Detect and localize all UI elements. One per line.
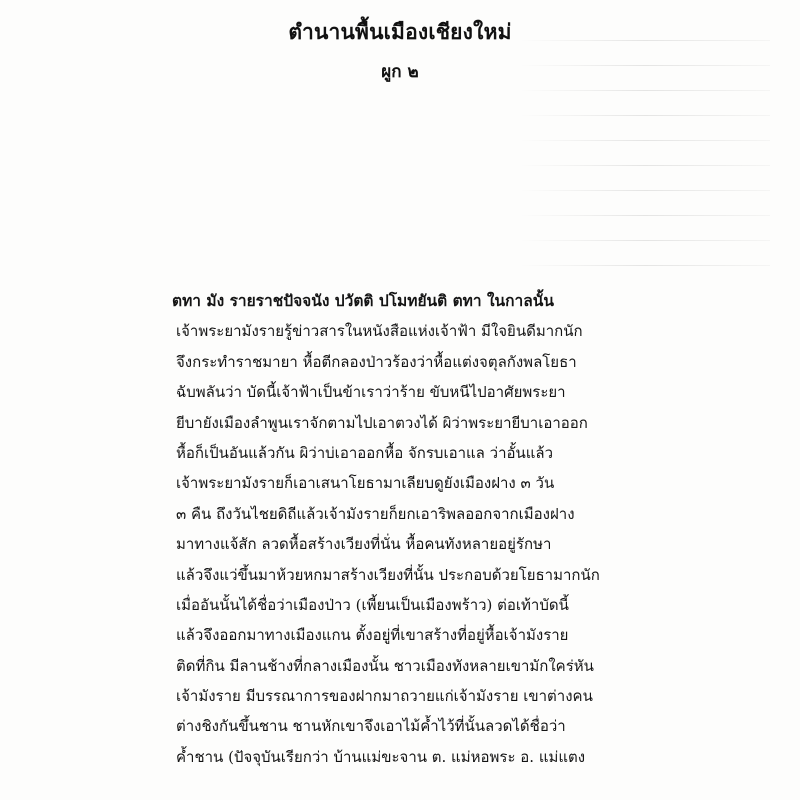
text-line: ต่างชิงกันขึ้นชาน ชานหักเขาจึงเอาไม้ค้ำไว้ที่นั้นลวดได้ชื่อว่า <box>176 717 566 736</box>
page-title: ตำนานพื้นเมืองเชียงใหม่ <box>288 20 512 44</box>
text-line: เจ้าพระยามังรายรู้ข่าวสารในหนังสือแห่งเจ้าฟ้า มีใจยินดีมากนัก <box>176 322 583 341</box>
text-line: ติดที่กิน มีลานช้างที่กลางเมืองนั้น ชาวเมืองทังหลายเขามักใคร่หัน <box>176 656 594 675</box>
text-line: หื้อก็เป็นอันแล้วกัน ผิว่าบ่เอาออกหื้อ จักรบเอาแล ว่าอั้นแล้ว <box>176 443 554 462</box>
text-line: จึงกระทำราชมายา หื้อตีกลองป่าวร้องว่าหื้อแต่งจตุลกังพลโยธา <box>176 352 577 371</box>
text-line: ฉับพลันว่า บัดนี้เจ้าฟ้าเป็นข้าเราว่าร้าย ขับหนีไปอาศัยพระยา <box>176 383 566 402</box>
text-line: ตทา มัง รายราชปัจจนัง ปวัตติ ปโมทยันติ ตทา ในกาลนั้น <box>172 292 554 310</box>
text-line: แล้วจึงแว่ขึ้นมาห้วยหกมาสร้างเวียงที่นั้น ประกอบด้วยโยธามากนัก <box>176 565 600 584</box>
text-line: เจ้าพระยามังรายก็เอาเสนาโยธามาเลียบดูยังเมืองฝาง ๓ วัน <box>176 474 555 493</box>
text-line: มาทางแจ้สัก ลวดหื้อสร้างเวียงที่นั่น หื้อคนทังหลายอยู่รักษา <box>176 535 552 554</box>
text-line: แล้วจึงออกมาทางเมืองแกน ตั้งอยู่ที่เขาสร้างที่อยู่หื้อเจ้ามังราย <box>176 626 569 645</box>
text-line: ยีบายังเมืองลำพูนเราจักตามไปเอาตวงได้ ผิว่าพระยายีบาเอาออก <box>176 413 588 432</box>
text-line: ๓ คืน ถึงวันไชยดิถีแล้วเจ้ามังรายก็ยกเอาริพลออกจากเมืองฝาง <box>176 504 575 523</box>
text-line: เจ้ามังราย มีบรรณาการของฝากมาถวายแก่เจ้ามังราย เขาต่างคน <box>176 687 593 706</box>
text-line: ค้ำชาน (ปัจจุบันเรียกว่า บ้านแม่ขะจาน ต. แม่หอพระ อ. แม่แตง <box>176 747 586 766</box>
text-line: เมื่ออันนั้นได้ชื่อว่าเมืองป่าว (เพี้ยนเป็นเมืองพร้าว) ต่อเท้าบัดนี้ <box>176 595 569 614</box>
body-text <box>172 286 636 772</box>
page-subtitle: ผูก ๒ <box>381 62 419 82</box>
